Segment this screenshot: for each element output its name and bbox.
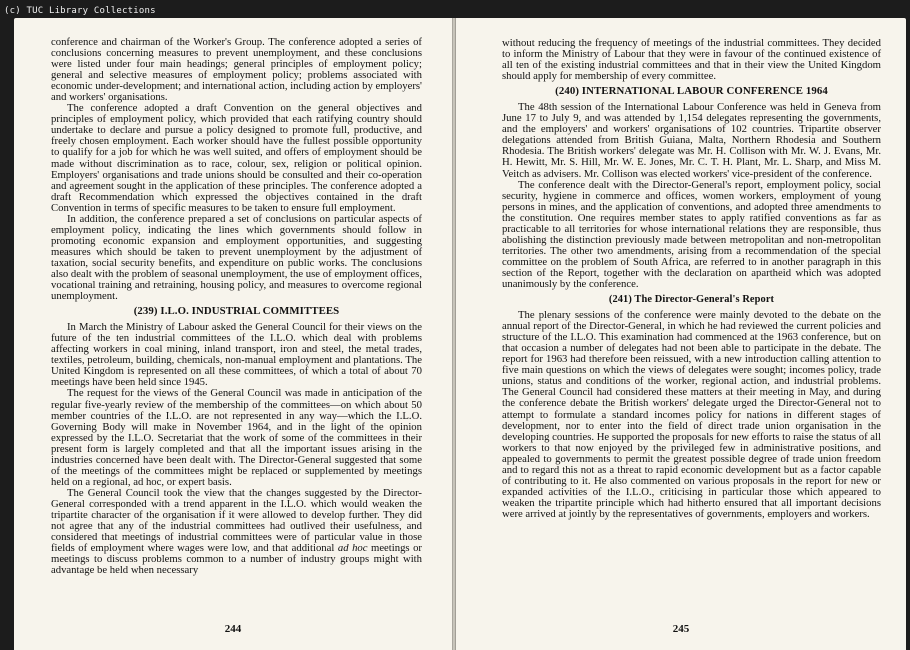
collection-watermark: (c) TUC Library Collections xyxy=(4,6,156,16)
subheading-241: (241) The Director-General's Report xyxy=(608,294,775,306)
left-paragraph-1: conference and chairman of the Worker's Group. The conference adopted a series of conclusions concerning measures to prevent unemployment, and these conclusions were listed under four main headings; general principles of employment policy; general and selective measures of employment policy; problems associated with economic under-development; and international action, including action by employers' and workers' organisations. xyxy=(51,36,422,104)
page-number-right: 245 xyxy=(672,622,690,635)
right-section-paragraph-2: The conference dealt with the Director-General's report, employment policy, social security, hygiene in commerce and offices, women workers, employment of young persons in mines, and the application of conventions, and adopted three amendments to the constitution. One requires member states to apply ratified conventions as far as practicable to all territories for whose international relations they are responsible, thus abolishing the distinction previously made between metropolitan and non-metropolitan territories. The other two amendments, arising from a recommendation of the special committee on the problem of South Africa, are referred to in another paragraph in this section of the Report, together with the declaration on apartheid which was adopted unanimously by the conference. xyxy=(502,178,881,290)
left-paragraph-2: The conference adopted a draft Convention on the general objectives and principles of employment policy, which provided that each ratifying country should undertake to declare and pursue a policy designed to promote full, productive, and freely chosen employment. Each worker should have the fullest possible opportunity to qualify for a job for which he was well suited, and offers of employment should be made without discrimination as to race, colour, sex, religion or political opinion. Employers' organisations and trade unions should be consulted and their co-operation and agreement sought in the application of these principles. The conference adopted a draft Recommendation which expressed the objectives contained in the draft Convention in terms of specific measures to be taken to ensure full employment. xyxy=(51,102,422,214)
section-heading-239: (239) I.L.O. INDUSTRIAL COMMITTEES xyxy=(133,305,340,318)
right-section-paragraph-1: The 48th session of the International Labour Conference was held in Geneva from June 17 to July 9, and was attended by 1,154 delegates representing the governments, and the employers' and workers' organisations of 102 countries. Tripartite observer delegations attended from British Guiana, Malta, Northern Rhodesia and Southern Rhodesia. The British workers' delegate was Mr. H. Collison with Mr. W. J. Evans, Mr. H. Hewitt, Mr. S. Hill, Mr. W. E. Jones, Mr. C. T. H. Plant, Mr. L. Sharp, and Miss M. Veitch as advisers. Mr. Collison was elected workers' vice-president of the conference. xyxy=(502,101,881,180)
page-number-left: 244 xyxy=(224,622,242,635)
right-continuation-paragraph: without reducing the frequency of meetings of the industrial committees. They decided to inform the Ministry of Labour that they were in favour of the continued existence of all ten of the existing industrial committees and that in their view the United Kingdom should apply for membership of every committee. xyxy=(502,37,881,83)
left-section-paragraph-1: In March the Ministry of Labour asked the General Council for their views on the future of the ten industrial committees of the I.L.O. which deal with problems affecting workers in coal mining, inland transport, iron and steel, the metal trades, textiles, petroleum, building, chemicals, non-manual employment and plantations. The United Kingdom is represented on all these committees, of which a total of about 70 meetings have been held since 1945. xyxy=(51,321,422,389)
paragraph-text: meetings or meetings to discuss problems common to a number of industry groups might with advantage be held when necessary xyxy=(51,542,422,577)
left-section-paragraph-2: The request for the views of the General Council was made in anticipation of the regular five-yearly review of the membership of the committees—on which about 50 member countries of the I.L.O. are not represented in any way—which the I.L.O. Governing Body will make in November 1964, and in the light of the opinion expressed by the I.L.O. Secretariat that the work of some of the committees in their present form is largely completed and that all the important issues arising in the industries concerned have been dealt with. The Director-General suggested that some of the meetings of the committees might be replaced or supplemented by meetings held on a regional, ad hoc, or expert basis. xyxy=(51,387,422,488)
left-section-paragraph-3 xyxy=(51,488,422,576)
right-page xyxy=(456,18,906,650)
right-sub-paragraph-1: The plenary sessions of the conference were mainly devoted to the debate on the annual report of the Director-General, in which he had reviewed the current policies and structure of the I.L.O. This examination had commenced at the 1963 conference, but on that occasion a number of delegates had not been able to participate in the debate. The report for 1963 had therefore been reissued, with a new introduction calling attention to five main questions on which the views of delegates were sought; incomes policy, trade unions, status and conditions of the worker, regional action, and industrial problems. The General Council had considered these matters at their meeting in May, and during the conference debate the British workers' delegate urged the Director-General not to attempt to formulate a standard incomes policy for nations in different stages of development, nor to enter into the field of direct trade union organisation in the developing countries. He supported the proposals for new efforts to raise the status of all workers to that now enjoyed by the privileged few in administrative positions, and appealed to governments to permit the greatest possible degree of trade union freedom and to regard this not as a threat to rapid economic development but as a factor capable of contributing to it. He also commented on various proposals in the report for new or expanded activities of the I.L.O., criticising in particular those which appeared to weaken the tripartite principle which had hitherto ensured that all important decisions were arrived at jointly by the representatives of governments, employers and workers. xyxy=(502,309,881,520)
section-heading-240: (240) INTERNATIONAL LABOUR CONFERENCE 1964 xyxy=(555,85,828,98)
paragraph-text: The General Council took the view that the changes suggested by the Director-General corresponded with a trend apparent in the I.L.O. which would weaken the tripartite character of the organisation if it were allowed to develop further. They did not agree that any of the industrial committees had outlived their usefulness, and considered that meetings of industrial committees were of particular value in those fields of employment where wages were low, and that additional xyxy=(51,486,422,555)
italic-term: ad hoc xyxy=(337,542,368,555)
left-page xyxy=(14,18,452,650)
left-paragraph-3: In addition, the conference prepared a set of conclusions on particular aspects of employment policy, indicating the lines which governments should follow in promoting economic expansion and employment opportunities, and suggesting measures which should be taken to prevent unemployment by the adjustment of taxation, social security benefits, and expenditure on public works. The conclusions also dealt with the problem of seasonal unemployment, the use of employment offices, vocational training and retraining, housing policy, and measures to overcome regional unemployment. xyxy=(51,212,422,303)
